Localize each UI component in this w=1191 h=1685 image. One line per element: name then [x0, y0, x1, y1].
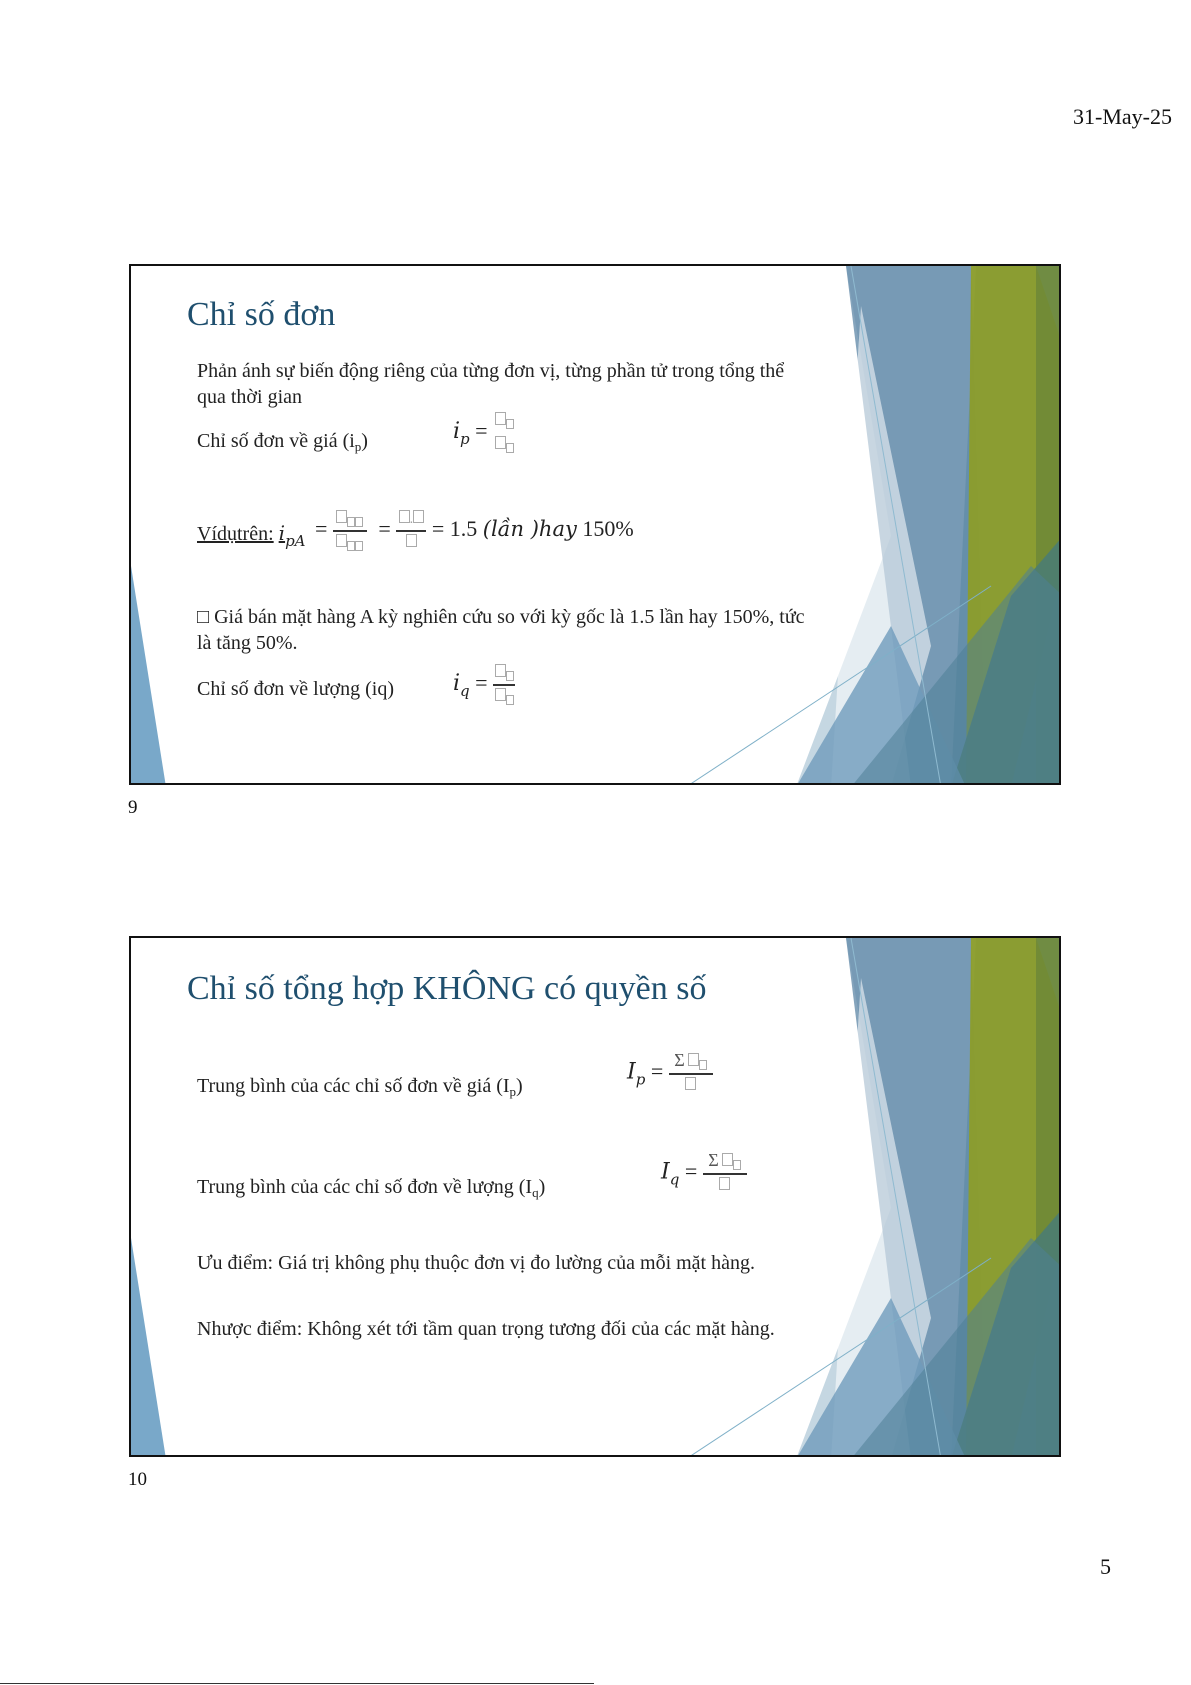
formula-fraction	[703, 1152, 747, 1195]
close-paren: )	[361, 430, 368, 452]
qty-index-label: Chỉ số đơn về lượng (iq)	[197, 678, 394, 700]
slide-10	[129, 936, 1061, 1457]
header-date: 31-May-25	[1073, 104, 1172, 129]
price-index-label	[197, 428, 368, 460]
example-label: Vídụtrên:	[197, 523, 274, 545]
example-equals-1: =	[315, 516, 328, 542]
slide-number-10: 10	[128, 1469, 147, 1490]
example-row	[197, 520, 306, 554]
example-unit: (lần )hay	[482, 517, 577, 542]
close-paren: )	[516, 1075, 523, 1097]
example-result: = 1.5	[431, 516, 478, 542]
example-equals-2: =	[378, 516, 391, 542]
formula-var: i	[453, 419, 461, 445]
qty-avg-label-text: Trung bình của các chỉ số đơn về lượng (I	[197, 1176, 533, 1198]
formula-equals: =	[475, 670, 488, 696]
example-percent: 150%	[582, 516, 634, 542]
price-index-label-sub: p	[354, 439, 362, 454]
qty-avg-label	[197, 1174, 545, 1206]
example-formula	[315, 510, 634, 552]
page-number: 5	[1100, 1554, 1111, 1579]
price-avg-sub: p	[509, 1084, 517, 1099]
formula-equals: =	[475, 418, 488, 444]
disadvantage-text: Nhược điểm: Không xét tới tầm quan trọng tương đối của các mặt hàng.	[197, 1318, 775, 1340]
footer-line	[0, 1683, 594, 1684]
formula-fraction	[669, 1052, 713, 1095]
formula-fraction	[493, 664, 515, 706]
price-avg-label	[197, 1073, 523, 1105]
slide-number-9: 9	[128, 797, 138, 818]
slide-9	[129, 264, 1061, 785]
example-fraction-2: .	[396, 510, 426, 552]
price-avg-label-text: Trung bình của các chỉ số đơn về giá (I	[197, 1075, 510, 1097]
advantage-text: Ưu điểm: Giá trị không phụ thuộc đơn vị đo lường của mỗi mặt hàng.	[197, 1252, 755, 1274]
sigma-symbol: Σ	[708, 1150, 719, 1170]
definition-text: Phản ánh sự biến động riêng của từng đơn vị, từng phần tử trong tổng thể qua thời gian	[197, 360, 785, 408]
example-fraction-1	[333, 510, 367, 552]
close-paren: )	[538, 1176, 546, 1198]
slide-title: Chỉ số đơn	[187, 296, 336, 333]
slide-title: Chỉ số tổng hợp KHÔNG có quyền số	[187, 970, 707, 1007]
example-sub: pA	[285, 532, 306, 550]
formula-var: i	[453, 671, 461, 697]
price-avg-formula	[627, 1052, 713, 1095]
qty-index-formula	[453, 664, 515, 706]
formula-sub: p	[635, 1070, 646, 1089]
formula-sub: q	[460, 682, 470, 701]
example-var: i	[278, 521, 286, 545]
formula-var: I	[661, 1159, 670, 1185]
sigma-symbol: Σ	[674, 1050, 685, 1070]
formula-sub: q	[669, 1170, 680, 1189]
formula-sub: p	[460, 430, 470, 449]
formula-fraction	[493, 412, 515, 454]
price-index-formula	[453, 412, 515, 454]
formula-var: I	[627, 1059, 636, 1085]
qty-avg-formula	[661, 1152, 747, 1195]
conclusion-text: □ Giá bán mặt hàng A kỳ nghiên cứu so với kỳ gốc là 1.5 lần hay 150%, tức là tăng 50%.	[197, 606, 805, 654]
qty-avg-sub: q	[532, 1185, 539, 1200]
formula-equals: =	[650, 1058, 664, 1084]
formula-equals: =	[684, 1158, 698, 1184]
price-index-label-text: Chỉ số đơn về giá (i	[197, 430, 355, 452]
